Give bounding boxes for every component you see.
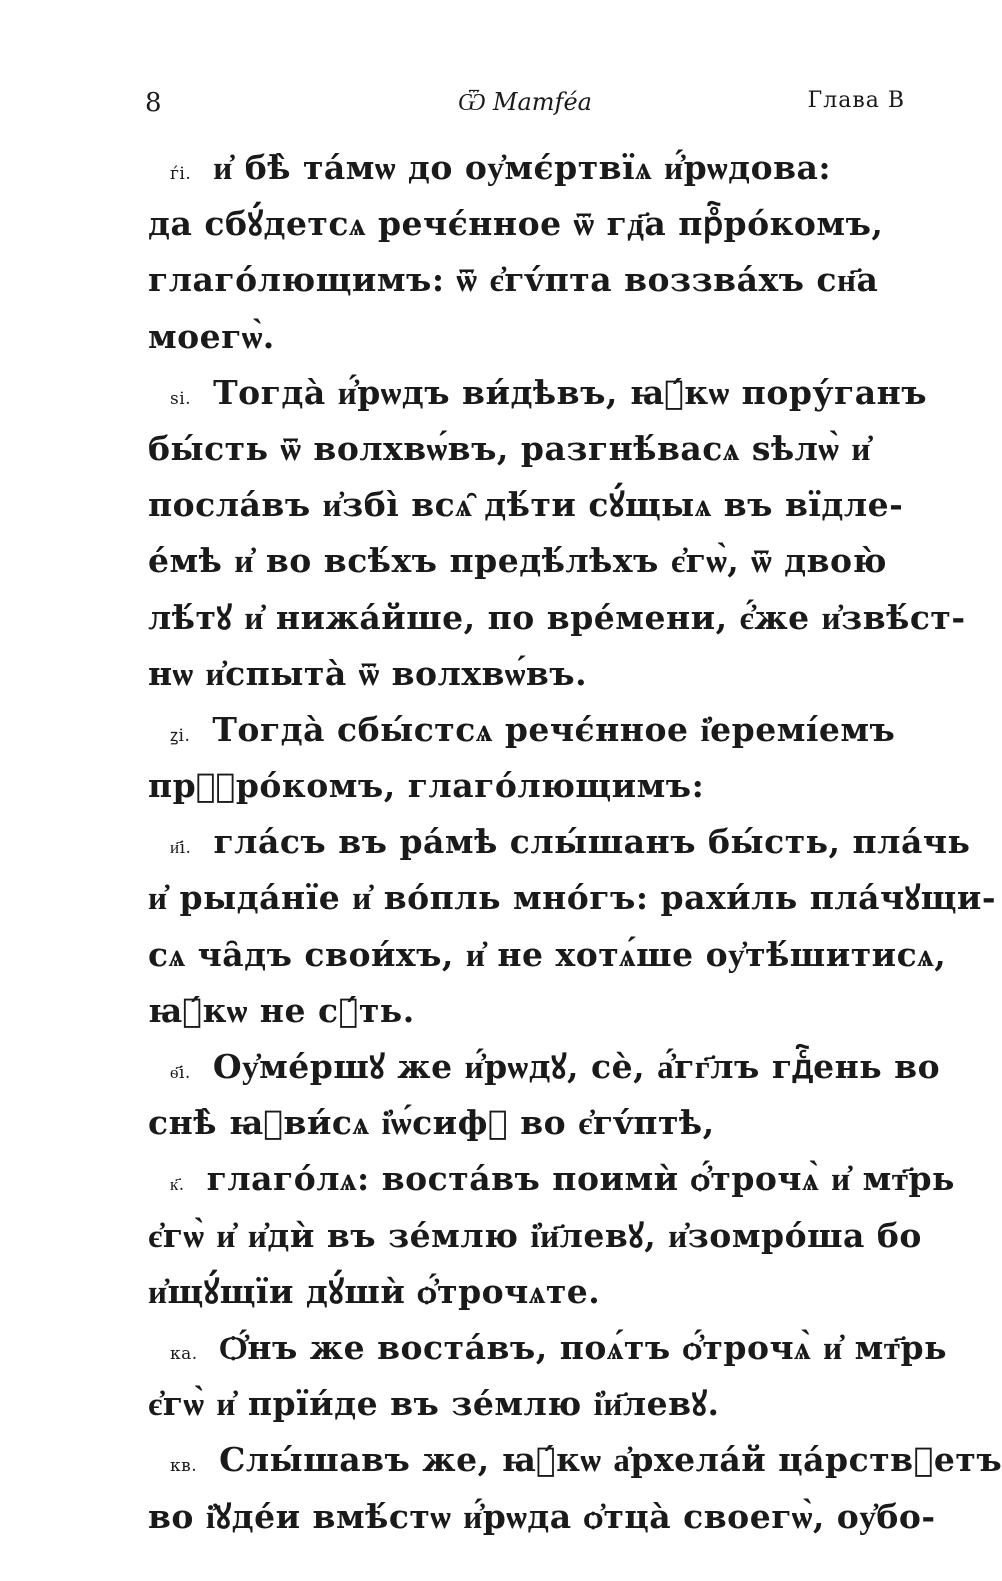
verse-line xyxy=(148,1376,910,1432)
verse-text: Оу҆ме́ршꙋ же и҆́рѡдꙋ, сѐ, а҆́гг҃лъ гдⷭ҇ень во xyxy=(212,1047,941,1086)
running-head xyxy=(145,88,905,118)
verse-text: Ѻ҆́нъ же воста́въ, поѧ́тъ ѻ҆́трочѧ̀ и҆ мт҃рь xyxy=(219,1327,947,1367)
verse xyxy=(148,1432,1002,1544)
verse-line xyxy=(148,1320,947,1376)
verse-line xyxy=(148,1095,910,1151)
verse-line xyxy=(148,758,910,814)
verse-text: сѧ ча̑дъ свои́хъ, и҆ не хотѧ́ше оу҆тѣ́шитисѧ, xyxy=(148,934,947,974)
verse-number: ѳ҃і. xyxy=(170,1063,191,1083)
verse-text: є҆гѡ̀ и҆ и҆дѝ въ зе́млю і҆и҃левꙋ, и҆зомро́ша бо xyxy=(148,1215,922,1255)
verse-line xyxy=(148,702,910,758)
verse xyxy=(148,702,910,814)
verse-text: є҆гѡ̀ и҆ прїи́де въ зе́млю і҆и҃левꙋ. xyxy=(148,1384,720,1424)
verse-text: е́мѣ и҆ во всѣ́хъ предѣ́лѣхъ є҆гѡ̀, ѿ двою̀ xyxy=(148,541,887,581)
verse-line xyxy=(148,533,910,589)
verse-line xyxy=(148,309,910,365)
verse-text: Тогда̀ и҆́рѡдъ ви́дѣвъ, ꙗ҆́кѡ пору́ганъ xyxy=(213,372,928,412)
chapter-label: Глава В xyxy=(807,88,905,113)
verse-number: кв. xyxy=(170,1456,198,1477)
verse-text: бы́сть ѿ волхвѡ́въ, разгнѣ́васѧ ѕѣлѡ̀ и҆ xyxy=(148,428,871,468)
verse-line xyxy=(148,983,910,1039)
verse-text: да сбꙋ́детсѧ речє́нное ѿ гд҃а прⷪ҇рóкомъ, xyxy=(148,204,884,244)
verse xyxy=(148,1320,947,1432)
verse-line xyxy=(148,590,966,646)
verse-number: ка. xyxy=(170,1343,198,1364)
verse-line xyxy=(148,870,997,926)
book-title: Ѿ Матfе́а xyxy=(458,88,592,116)
verse-line xyxy=(148,421,910,477)
verse-text: ꙗ҆́кѡ не сꙋ́ть. xyxy=(148,990,415,1030)
verse-line xyxy=(148,1432,1002,1488)
verse-text: и҆щꙋ́щїи дꙋ́шѝ ѻ҆́трочѧте. xyxy=(148,1271,601,1311)
verse-line xyxy=(148,1489,936,1545)
verse-text: нѡ и҆спыта̀ ѿ волхвѡ́въ. xyxy=(148,653,588,693)
verse-number: и҃і. xyxy=(170,838,192,859)
verse xyxy=(148,814,997,1039)
verse-text: и҆ бѣ̀ та́мѡ до оу҆мє́ртвїѧ и҆́рѡдова: xyxy=(213,148,832,187)
verse-line xyxy=(148,140,910,196)
verse xyxy=(148,1039,941,1151)
verse-number: ѓі. xyxy=(170,164,192,184)
verse-text: посла́въ и҆збі̀ всѧ̑ дѣ́ти сꙋ́щыѧ въ вїдле- xyxy=(148,485,904,525)
verse-line xyxy=(148,477,910,533)
verse-text: моегѡ̀. xyxy=(148,316,275,356)
verse-line xyxy=(148,814,971,870)
verse-text: и҆ рыда́нїе и҆ во́пль мно́гъ: рахи́ль пла́чꙋщи- xyxy=(148,878,997,918)
verse-text: во і҆ꙋде́и вмѣ́стѡ и҆́рѡда ѻ҆тца̀ своегѡ̀, оу҆бо- xyxy=(148,1496,936,1536)
verse xyxy=(148,140,910,365)
verse-line xyxy=(148,1039,941,1095)
verse-text: снѣ̀ ꙗ҆ви́сѧ і҆ѡ́сифꙋ во є҆гv́птѣ, xyxy=(148,1103,715,1143)
verse xyxy=(148,1151,955,1320)
verse-line xyxy=(148,196,910,252)
page-number: 8 xyxy=(145,88,162,118)
verse xyxy=(148,365,966,702)
scripture-text xyxy=(148,140,1002,1545)
verse-text: прⷪ҇ро́комъ, глаго́лющимъ: xyxy=(148,766,705,806)
verse-line xyxy=(148,252,910,308)
verse-text: глаго́лѧ: воста́въ поимѝ ѻ҆́трочѧ̀ и҆ мт҃рь xyxy=(206,1159,955,1199)
verse-number: ѕі. xyxy=(170,388,192,409)
verse-text: лѣ́тꙋ и҆ нижа́йше, по вре́мени, є҆́же и҆звѣ́ст- xyxy=(148,597,966,637)
verse-text: глаго́лющимъ: ѿ є҆гv́пта воззва́хъ сн҃а xyxy=(148,260,879,300)
verse-line xyxy=(148,365,928,421)
verse-line xyxy=(148,1151,955,1207)
verse-line xyxy=(148,1264,910,1320)
verse-text: гла́съ въ ра́мѣ слы́шанъ бы́сть, пла́чь xyxy=(213,822,971,862)
verse-number: к҃. xyxy=(170,1175,185,1196)
verse-line xyxy=(148,1208,922,1264)
verse-text: Слы́шавъ же, ꙗ҆́кѡ а҆рхела́й ца́рствꙋетъ xyxy=(219,1440,1002,1480)
verse-text: Тогда̀ сбы́стсѧ речє́нное і҆еремі́емъ xyxy=(212,709,896,749)
verse-line xyxy=(148,927,947,983)
verse-number: ꙁі. xyxy=(170,725,191,746)
verse-line xyxy=(148,646,910,702)
